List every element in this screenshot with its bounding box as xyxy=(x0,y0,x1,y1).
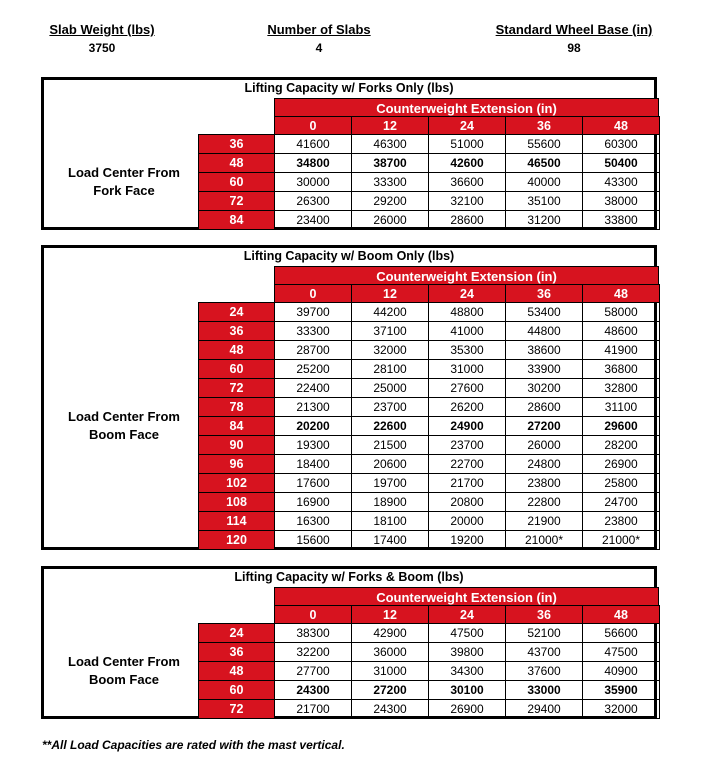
capacity-cell: 36800 xyxy=(583,360,660,379)
capacity-cell: 23700 xyxy=(429,436,506,455)
load-center-label xyxy=(54,408,194,444)
table-row xyxy=(199,303,660,322)
capacity-cell: 35900 xyxy=(583,681,660,700)
column-header: 36 xyxy=(506,117,583,135)
counterweight-header: Counterweight Extension (in) xyxy=(274,587,659,606)
capacity-cell: 24300 xyxy=(275,681,352,700)
table-row xyxy=(199,173,660,192)
capacity-cell: 30000 xyxy=(275,173,352,192)
capacity-cell: 25000 xyxy=(352,379,429,398)
capacity-cell: 20000 xyxy=(429,512,506,531)
slab-weight-label: Slab Weight (lbs) xyxy=(49,22,155,37)
load-center-cell: 84 xyxy=(199,211,275,230)
load-center-line1: Load Center From xyxy=(68,408,180,424)
capacity-cell: 21300 xyxy=(275,398,352,417)
table-row xyxy=(199,512,660,531)
capacity-cell: 33000 xyxy=(506,681,583,700)
capacity-cell: 29200 xyxy=(352,192,429,211)
capacity-cell: 44200 xyxy=(352,303,429,322)
capacity-cell: 29600 xyxy=(583,417,660,436)
capacity-cell: 28100 xyxy=(352,360,429,379)
capacity-cell: 25800 xyxy=(583,474,660,493)
capacity-cell: 40900 xyxy=(583,662,660,681)
capacity-cell: 21000* xyxy=(506,531,583,550)
capacity-cell: 44800 xyxy=(506,322,583,341)
capacity-cell: 43700 xyxy=(506,643,583,662)
capacity-cell: 41900 xyxy=(583,341,660,360)
capacity-cell: 33900 xyxy=(506,360,583,379)
column-header: 48 xyxy=(583,606,660,624)
capacity-cell: 22600 xyxy=(352,417,429,436)
load-center-line2: Boom Face xyxy=(88,426,160,442)
capacity-cell: 26300 xyxy=(275,192,352,211)
load-center-line1: Load Center From xyxy=(68,164,180,180)
capacity-cell: 38700 xyxy=(352,154,429,173)
capacity-cell: 21500 xyxy=(352,436,429,455)
load-center-line2: Fork Face xyxy=(93,182,155,198)
load-center-cell: 36 xyxy=(199,322,275,341)
load-center-cell: 60 xyxy=(199,173,275,192)
wheel-base-label: Standard Wheel Base (in) xyxy=(495,22,653,37)
counterweight-header: Counterweight Extension (in) xyxy=(274,98,659,117)
capacity-cell: 24800 xyxy=(506,455,583,474)
capacity-cell: 34800 xyxy=(275,154,352,173)
column-header: 24 xyxy=(429,117,506,135)
table-row xyxy=(199,493,660,512)
capacity-cell: 39700 xyxy=(275,303,352,322)
capacity-cell: 36000 xyxy=(352,643,429,662)
capacity-cell: 31000 xyxy=(352,662,429,681)
column-header: 0 xyxy=(275,117,352,135)
capacity-table xyxy=(198,116,660,230)
capacity-cell: 27700 xyxy=(275,662,352,681)
capacity-cell: 17600 xyxy=(275,474,352,493)
capacity-cell: 40000 xyxy=(506,173,583,192)
capacity-cell: 47500 xyxy=(429,624,506,643)
table-row xyxy=(199,341,660,360)
capacity-cell: 16300 xyxy=(275,512,352,531)
capacity-cell: 21000* xyxy=(583,531,660,550)
capacity-cell: 18900 xyxy=(352,493,429,512)
capacity-cell: 48600 xyxy=(583,322,660,341)
table-row xyxy=(199,322,660,341)
wheel-base-value: 98 xyxy=(567,41,581,55)
table-row xyxy=(199,455,660,474)
capacity-cell: 19300 xyxy=(275,436,352,455)
capacity-cell: 37100 xyxy=(352,322,429,341)
capacity-cell: 24900 xyxy=(429,417,506,436)
capacity-cell: 42600 xyxy=(429,154,506,173)
capacity-cell: 43300 xyxy=(583,173,660,192)
capacity-cell: 23700 xyxy=(352,398,429,417)
capacity-cell: 39800 xyxy=(429,643,506,662)
capacity-cell: 58000 xyxy=(583,303,660,322)
capacity-cell: 60300 xyxy=(583,135,660,154)
capacity-cell: 33800 xyxy=(583,211,660,230)
load-center-line2: Boom Face xyxy=(88,671,160,687)
column-header: 24 xyxy=(429,285,506,303)
capacity-cell: 21700 xyxy=(275,700,352,719)
slab-weight-value: 3750 xyxy=(88,41,116,55)
capacity-cell: 22700 xyxy=(429,455,506,474)
capacity-cell: 53400 xyxy=(506,303,583,322)
column-header: 48 xyxy=(583,117,660,135)
capacity-cell: 17400 xyxy=(352,531,429,550)
table-row xyxy=(199,662,660,681)
capacity-cell: 51000 xyxy=(429,135,506,154)
capacity-cell: 46500 xyxy=(506,154,583,173)
load-center-cell: 72 xyxy=(199,192,275,211)
capacity-cell: 42900 xyxy=(352,624,429,643)
capacity-cell: 16900 xyxy=(275,493,352,512)
capacity-cell: 18100 xyxy=(352,512,429,531)
column-header: 0 xyxy=(275,606,352,624)
table-row xyxy=(199,700,660,719)
load-center-cell: 114 xyxy=(199,512,275,531)
load-center-cell: 72 xyxy=(199,379,275,398)
load-center-cell: 24 xyxy=(199,624,275,643)
capacity-cell: 26000 xyxy=(506,436,583,455)
column-header: 24 xyxy=(429,606,506,624)
column-header: 36 xyxy=(506,285,583,303)
load-center-cell: 60 xyxy=(199,360,275,379)
capacity-cell: 41000 xyxy=(429,322,506,341)
capacity-cell: 55600 xyxy=(506,135,583,154)
capacity-cell: 20800 xyxy=(429,493,506,512)
capacity-cell: 22400 xyxy=(275,379,352,398)
capacity-cell: 50400 xyxy=(583,154,660,173)
capacity-cell: 28600 xyxy=(429,211,506,230)
capacity-cell: 47500 xyxy=(583,643,660,662)
capacity-table xyxy=(198,284,660,550)
panel-title: Lifting Capacity w/ Forks Only (lbs) xyxy=(244,81,454,95)
capacity-panel xyxy=(41,77,657,230)
capacity-cell: 38600 xyxy=(506,341,583,360)
capacity-cell: 46300 xyxy=(352,135,429,154)
load-center-cell: 90 xyxy=(199,436,275,455)
capacity-cell: 28200 xyxy=(583,436,660,455)
capacity-cell: 27600 xyxy=(429,379,506,398)
wheel-base-header xyxy=(484,22,664,55)
corner-cell xyxy=(199,606,275,624)
capacity-cell: 26900 xyxy=(429,700,506,719)
table-row xyxy=(199,192,660,211)
load-center-cell: 84 xyxy=(199,417,275,436)
load-center-cell: 36 xyxy=(199,643,275,662)
table-row xyxy=(199,643,660,662)
column-header: 12 xyxy=(352,606,429,624)
load-center-cell: 48 xyxy=(199,662,275,681)
table-row xyxy=(199,474,660,493)
capacity-cell: 18400 xyxy=(275,455,352,474)
capacity-cell: 23800 xyxy=(583,512,660,531)
num-slabs-value: 4 xyxy=(315,41,323,55)
corner-cell xyxy=(199,285,275,303)
capacity-cell: 38300 xyxy=(275,624,352,643)
capacity-cell: 21700 xyxy=(429,474,506,493)
capacity-panel xyxy=(41,566,657,719)
corner-cell xyxy=(199,117,275,135)
capacity-cell: 32200 xyxy=(275,643,352,662)
load-center-cell: 36 xyxy=(199,135,275,154)
capacity-cell: 33300 xyxy=(275,322,352,341)
capacity-cell: 23400 xyxy=(275,211,352,230)
capacity-cell: 23800 xyxy=(506,474,583,493)
capacity-cell: 24700 xyxy=(583,493,660,512)
capacity-cell: 28700 xyxy=(275,341,352,360)
capacity-cell: 37600 xyxy=(506,662,583,681)
capacity-cell: 41600 xyxy=(275,135,352,154)
capacity-cell: 27200 xyxy=(506,417,583,436)
capacity-cell: 20600 xyxy=(352,455,429,474)
capacity-cell: 31200 xyxy=(506,211,583,230)
capacity-cell: 21900 xyxy=(506,512,583,531)
capacity-cell: 24300 xyxy=(352,700,429,719)
table-row xyxy=(199,360,660,379)
capacity-cell: 26000 xyxy=(352,211,429,230)
capacity-cell: 19700 xyxy=(352,474,429,493)
counterweight-header: Counterweight Extension (in) xyxy=(274,266,659,285)
column-header: 48 xyxy=(583,285,660,303)
column-header: 36 xyxy=(506,606,583,624)
load-center-cell: 120 xyxy=(199,531,275,550)
table-row xyxy=(199,135,660,154)
panel-title: Lifting Capacity w/ Forks & Boom (lbs) xyxy=(234,570,464,584)
load-center-cell: 102 xyxy=(199,474,275,493)
capacity-cell: 32000 xyxy=(352,341,429,360)
capacity-cell: 22800 xyxy=(506,493,583,512)
load-center-cell: 72 xyxy=(199,700,275,719)
capacity-cell: 30100 xyxy=(429,681,506,700)
table-row xyxy=(199,624,660,643)
capacity-cell: 52100 xyxy=(506,624,583,643)
load-center-cell: 48 xyxy=(199,154,275,173)
table-row xyxy=(199,531,660,550)
table-row xyxy=(199,379,660,398)
load-center-cell: 78 xyxy=(199,398,275,417)
capacity-cell: 30200 xyxy=(506,379,583,398)
capacity-cell: 25200 xyxy=(275,360,352,379)
capacity-cell: 35300 xyxy=(429,341,506,360)
capacity-cell: 48800 xyxy=(429,303,506,322)
capacity-cell: 26900 xyxy=(583,455,660,474)
num-slabs-header xyxy=(259,22,379,55)
panel-title: Lifting Capacity w/ Boom Only (lbs) xyxy=(243,249,455,263)
capacity-cell: 33300 xyxy=(352,173,429,192)
load-center-cell: 96 xyxy=(199,455,275,474)
load-center-label xyxy=(54,164,194,200)
capacity-cell: 15600 xyxy=(275,531,352,550)
table-row xyxy=(199,681,660,700)
capacity-cell: 27200 xyxy=(352,681,429,700)
capacity-cell: 20200 xyxy=(275,417,352,436)
capacity-cell: 28600 xyxy=(506,398,583,417)
capacity-cell: 34300 xyxy=(429,662,506,681)
table-row xyxy=(199,436,660,455)
capacity-cell: 31000 xyxy=(429,360,506,379)
load-center-line1: Load Center From xyxy=(68,653,180,669)
num-slabs-label: Number of Slabs xyxy=(267,22,371,37)
slab-weight-header xyxy=(42,22,162,55)
capacity-cell: 29400 xyxy=(506,700,583,719)
load-center-label xyxy=(54,653,194,689)
capacity-cell: 38000 xyxy=(583,192,660,211)
column-header: 0 xyxy=(275,285,352,303)
capacity-cell: 35100 xyxy=(506,192,583,211)
load-center-cell: 48 xyxy=(199,341,275,360)
capacity-cell: 31100 xyxy=(583,398,660,417)
load-center-cell: 108 xyxy=(199,493,275,512)
load-center-cell: 24 xyxy=(199,303,275,322)
capacity-cell: 32100 xyxy=(429,192,506,211)
capacity-cell: 19200 xyxy=(429,531,506,550)
capacity-panel xyxy=(41,245,657,550)
capacity-cell: 32000 xyxy=(583,700,660,719)
column-header: 12 xyxy=(352,285,429,303)
capacity-cell: 26200 xyxy=(429,398,506,417)
column-header: 12 xyxy=(352,117,429,135)
capacity-cell: 56600 xyxy=(583,624,660,643)
capacity-cell: 36600 xyxy=(429,173,506,192)
capacity-cell: 32800 xyxy=(583,379,660,398)
table-row xyxy=(199,398,660,417)
capacity-table xyxy=(198,605,660,719)
load-center-cell: 60 xyxy=(199,681,275,700)
table-row xyxy=(199,417,660,436)
table-row xyxy=(199,154,660,173)
footnote: **All Load Capacities are rated with the mast vertical. xyxy=(42,738,345,752)
table-row xyxy=(199,211,660,230)
